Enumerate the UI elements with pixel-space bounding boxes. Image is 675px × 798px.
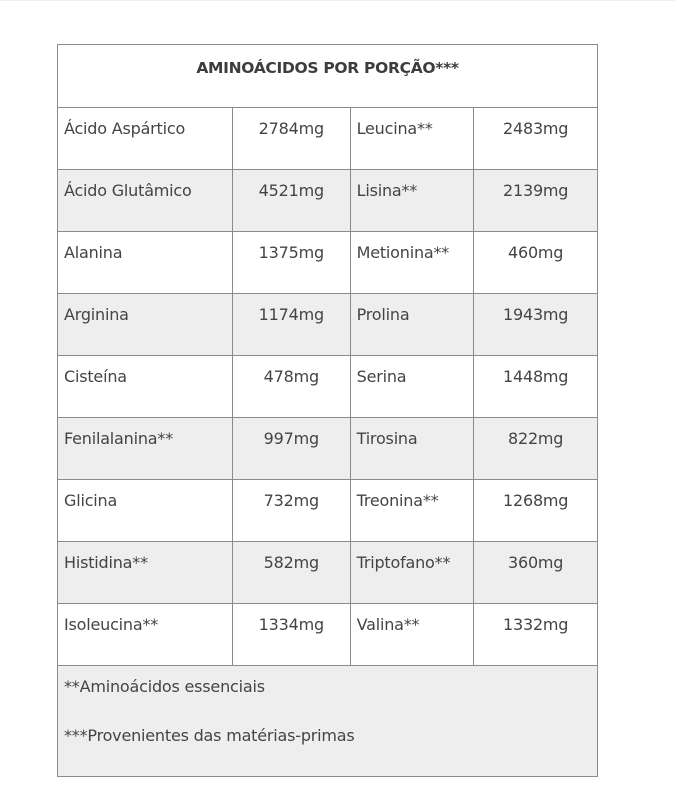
amino-name-cell xyxy=(58,418,233,480)
amino-name: Lisina** xyxy=(356,181,418,200)
amino-name: Cisteína xyxy=(64,367,127,386)
amino-value-cell xyxy=(474,480,598,542)
amino-value: 732mg xyxy=(263,491,319,510)
amino-value-cell xyxy=(474,294,598,356)
amino-acids-table xyxy=(57,44,598,777)
amino-name-cell xyxy=(58,170,233,232)
amino-value-cell xyxy=(232,170,350,232)
amino-name-cell xyxy=(58,294,233,356)
amino-name-cell xyxy=(350,418,474,480)
amino-name-cell xyxy=(350,542,474,604)
amino-value-cell xyxy=(232,356,350,418)
amino-value: 1174mg xyxy=(258,305,324,324)
amino-name: Ácido Aspártico xyxy=(64,119,186,138)
source-note: ***Provenientes das matérias-primas xyxy=(64,726,355,745)
amino-value: 2483mg xyxy=(503,119,569,138)
amino-value-cell xyxy=(474,232,598,294)
amino-name: Arginina xyxy=(64,305,129,324)
amino-value: 1375mg xyxy=(258,243,324,262)
amino-name: Histidina** xyxy=(64,553,148,572)
table-title-cell xyxy=(58,45,598,108)
amino-name: Alanina xyxy=(64,243,123,262)
amino-value-cell xyxy=(232,108,350,170)
amino-name-cell xyxy=(350,604,474,666)
amino-value-cell xyxy=(474,356,598,418)
amino-name-cell xyxy=(350,294,474,356)
amino-value: 460mg xyxy=(507,243,564,262)
amino-value-cell xyxy=(474,604,598,666)
table-footer-row xyxy=(58,666,598,777)
amino-name: Serina xyxy=(356,367,407,386)
amino-value-cell xyxy=(232,604,350,666)
page-top-divider xyxy=(0,0,675,1)
amino-name-cell xyxy=(58,604,233,666)
table-header-row xyxy=(58,45,598,108)
amino-name: Valina** xyxy=(356,615,420,634)
amino-name-cell xyxy=(350,108,474,170)
essential-amino-note: **Aminoácidos essenciais xyxy=(64,677,265,696)
amino-name: Triptofano** xyxy=(356,553,451,572)
table-row xyxy=(58,108,598,170)
amino-value-cell xyxy=(474,108,598,170)
amino-name-cell xyxy=(350,356,474,418)
amino-name-cell xyxy=(58,108,233,170)
amino-value: 2784mg xyxy=(258,119,324,138)
amino-name: Treonina** xyxy=(356,491,439,510)
amino-value: 4521mg xyxy=(258,181,324,200)
amino-name-cell xyxy=(58,232,233,294)
amino-value-cell xyxy=(232,542,350,604)
amino-value-cell xyxy=(474,170,598,232)
amino-value-cell xyxy=(474,418,598,480)
amino-value: 478mg xyxy=(263,367,319,386)
amino-value: 2139mg xyxy=(503,181,569,200)
amino-name: Fenilalanina** xyxy=(64,429,173,448)
amino-name-cell xyxy=(350,232,474,294)
amino-name-cell xyxy=(350,170,474,232)
amino-value: 1448mg xyxy=(503,367,569,386)
amino-value: 822mg xyxy=(507,429,564,448)
table-notes-cell xyxy=(58,666,598,777)
amino-name-cell xyxy=(58,480,233,542)
amino-name-cell xyxy=(58,356,233,418)
amino-value-cell xyxy=(232,480,350,542)
amino-name: Tirosina xyxy=(356,429,418,448)
amino-name: Prolina xyxy=(356,305,410,324)
amino-value-cell xyxy=(474,542,598,604)
amino-value-cell xyxy=(232,294,350,356)
table-title: AMINOÁCIDOS POR PORÇÃO*** xyxy=(196,59,459,77)
amino-value-cell xyxy=(232,418,350,480)
amino-value: 1332mg xyxy=(503,615,569,634)
amino-value: 997mg xyxy=(263,429,319,448)
amino-name-cell xyxy=(350,480,474,542)
table-row xyxy=(58,542,598,604)
table-row xyxy=(58,480,598,542)
table-row xyxy=(58,294,598,356)
amino-value: 582mg xyxy=(263,553,319,572)
table-row xyxy=(58,232,598,294)
amino-name: Ácido Glutâmico xyxy=(64,181,192,200)
table-row xyxy=(58,418,598,480)
amino-name: Isoleucina** xyxy=(64,615,159,634)
table-row xyxy=(58,604,598,666)
amino-value: 360mg xyxy=(507,553,564,572)
table-row xyxy=(58,170,598,232)
amino-value: 1334mg xyxy=(258,615,324,634)
table-row xyxy=(58,356,598,418)
amino-name-cell xyxy=(58,542,233,604)
amino-value: 1943mg xyxy=(503,305,569,324)
amino-value: 1268mg xyxy=(503,491,569,510)
amino-name: Metionina** xyxy=(356,243,450,262)
amino-name: Leucina** xyxy=(356,119,433,138)
amino-name: Glicina xyxy=(64,491,118,510)
amino-value-cell xyxy=(232,232,350,294)
